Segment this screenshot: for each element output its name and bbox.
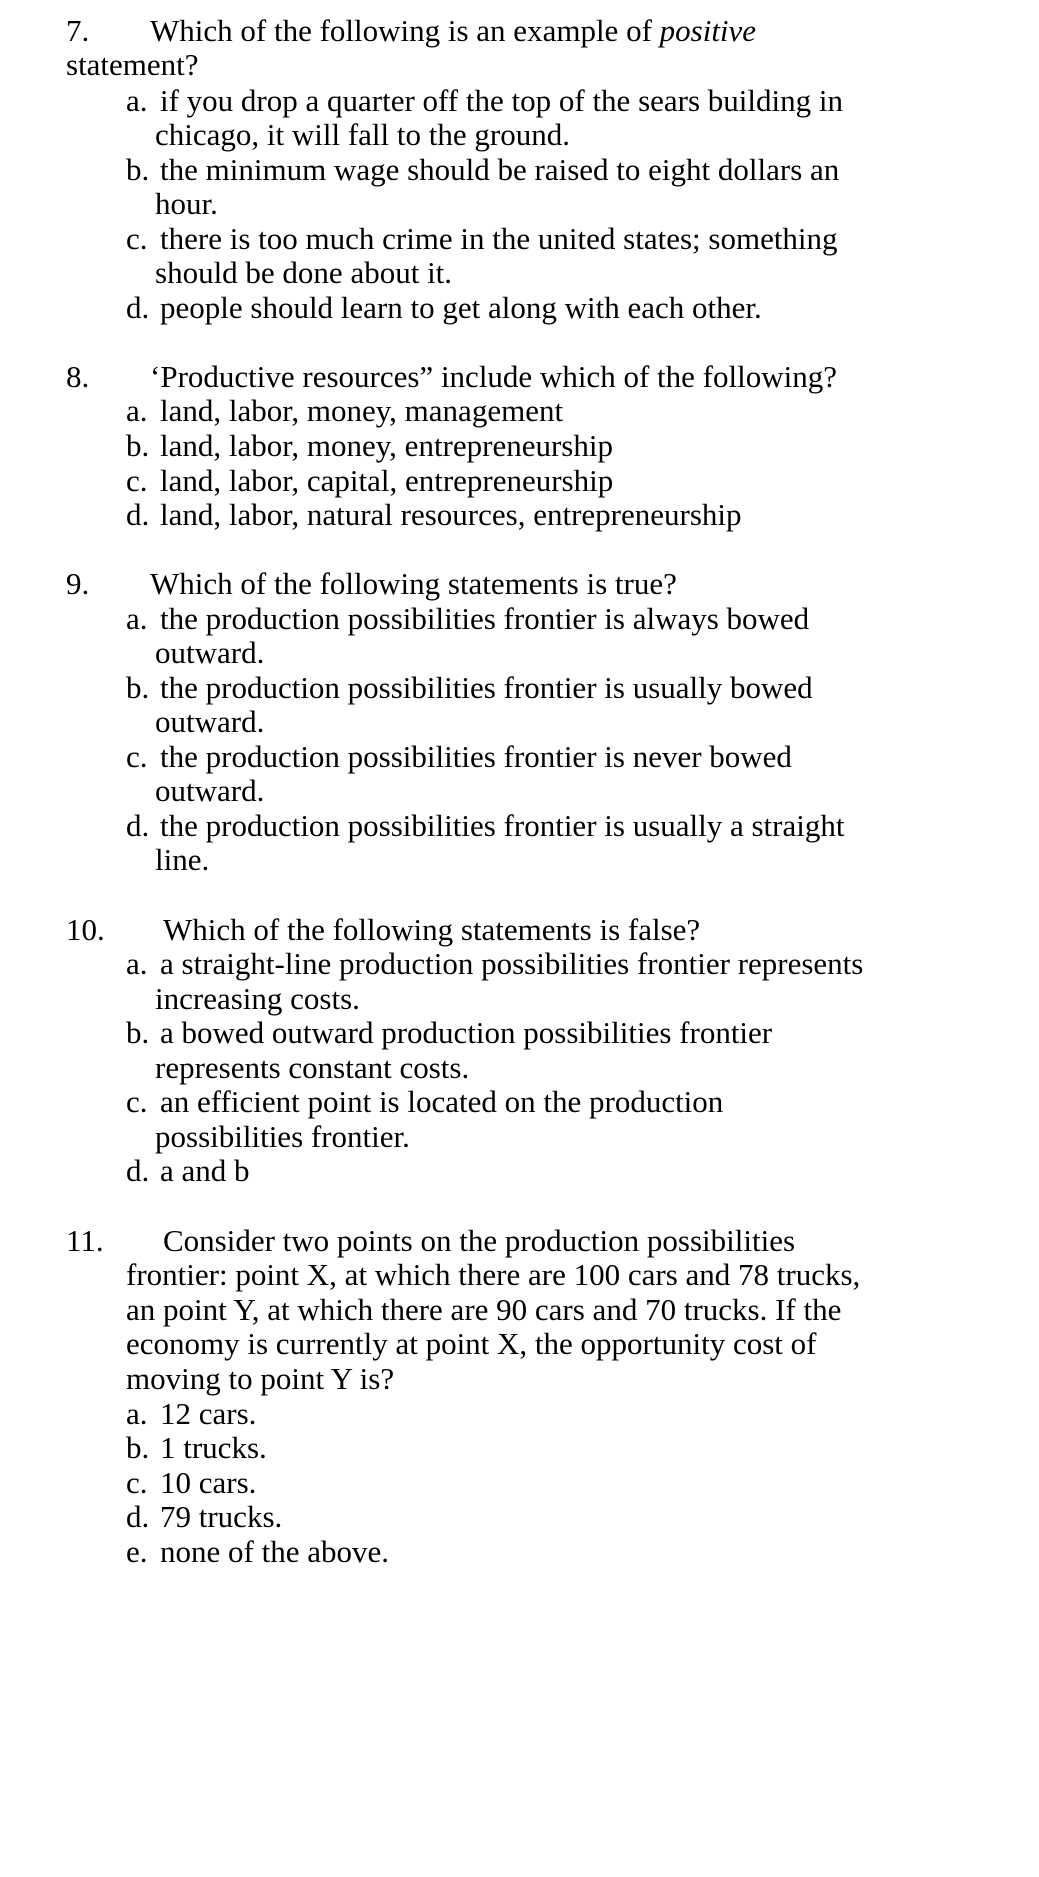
option-a: a. if you drop a quarter off the top of the sears building in bbox=[126, 83, 843, 118]
option-a: a. 12 cars. bbox=[126, 1396, 257, 1431]
question-number: 11. bbox=[66, 1223, 104, 1258]
option-c: c. there is too much crime in the united states; something bbox=[126, 221, 838, 256]
option-c-continued: possibilities frontier. bbox=[155, 1119, 410, 1154]
option-b-continued: represents constant costs. bbox=[155, 1050, 470, 1085]
question-prompt-line-4: economy is currently at point X, the opportunity cost of bbox=[126, 1326, 817, 1361]
question-number: 7. bbox=[66, 13, 90, 48]
question-prompt: Consider two points on the production possibilities bbox=[163, 1223, 796, 1258]
option-b: b. a bowed outward production possibilities frontier bbox=[126, 1015, 773, 1050]
question-prompt-continued: statement? bbox=[66, 47, 199, 82]
question-prompt: Which of the following statements is false? bbox=[163, 912, 701, 947]
question-prompt-line-5: moving to point Y is? bbox=[126, 1361, 395, 1396]
question-number: 8. bbox=[66, 359, 90, 394]
option-b: b. 1 trucks. bbox=[126, 1430, 267, 1465]
option-e: e. none of the above. bbox=[126, 1534, 389, 1569]
option-c: c. 10 cars. bbox=[126, 1465, 257, 1500]
question-prompt: Which of the following statements is true? bbox=[150, 566, 677, 601]
option-c: c. an efficient point is located on the production bbox=[126, 1084, 724, 1119]
option-b: b. land, labor, money, entrepreneurship bbox=[126, 428, 613, 463]
option-a: a. land, labor, money, management bbox=[126, 393, 564, 428]
option-c-continued: should be done about it. bbox=[155, 255, 453, 290]
option-d: d. land, labor, natural resources, entrepreneurship bbox=[126, 497, 742, 532]
question-prompt: Which of the following is an example of positive bbox=[150, 13, 757, 48]
option-d-continued: line. bbox=[155, 842, 210, 877]
option-d: d. the production possibilities frontier is usually a straight bbox=[126, 808, 845, 843]
question-prompt-line-3: an point Y, at which there are 90 cars and 70 trucks. If the bbox=[126, 1292, 842, 1327]
option-c-continued: outward. bbox=[155, 773, 265, 808]
option-b: b. the minimum wage should be raised to eight dollars an bbox=[126, 152, 840, 187]
option-c: c. the production possibilities frontier is never bowed bbox=[126, 739, 792, 774]
option-b-continued: hour. bbox=[155, 186, 218, 221]
option-a-continued: outward. bbox=[155, 635, 265, 670]
option-a: a. the production possibilities frontier is always bowed bbox=[126, 601, 810, 636]
option-a-continued: chicago, it will fall to the ground. bbox=[155, 117, 570, 152]
option-d: d. a and b bbox=[126, 1153, 250, 1188]
option-c: c. land, labor, capital, entrepreneurship bbox=[126, 463, 614, 498]
question-number: 10. bbox=[66, 912, 105, 947]
option-b: b. the production possibilities frontier is usually bowed bbox=[126, 670, 813, 705]
option-a-continued: increasing costs. bbox=[155, 981, 360, 1016]
option-d: d. 79 trucks. bbox=[126, 1499, 283, 1534]
option-a: a. a straight-line production possibilities frontier represents bbox=[126, 946, 864, 981]
question-number: 9. bbox=[66, 566, 90, 601]
option-d: d. people should learn to get along with each other. bbox=[126, 290, 762, 325]
question-prompt: ‘Productive resources” include which of the following? bbox=[150, 359, 837, 394]
option-b-continued: outward. bbox=[155, 704, 265, 739]
question-prompt-line-2: frontier: point X, at which there are 100 cars and 78 trucks, bbox=[126, 1257, 861, 1292]
